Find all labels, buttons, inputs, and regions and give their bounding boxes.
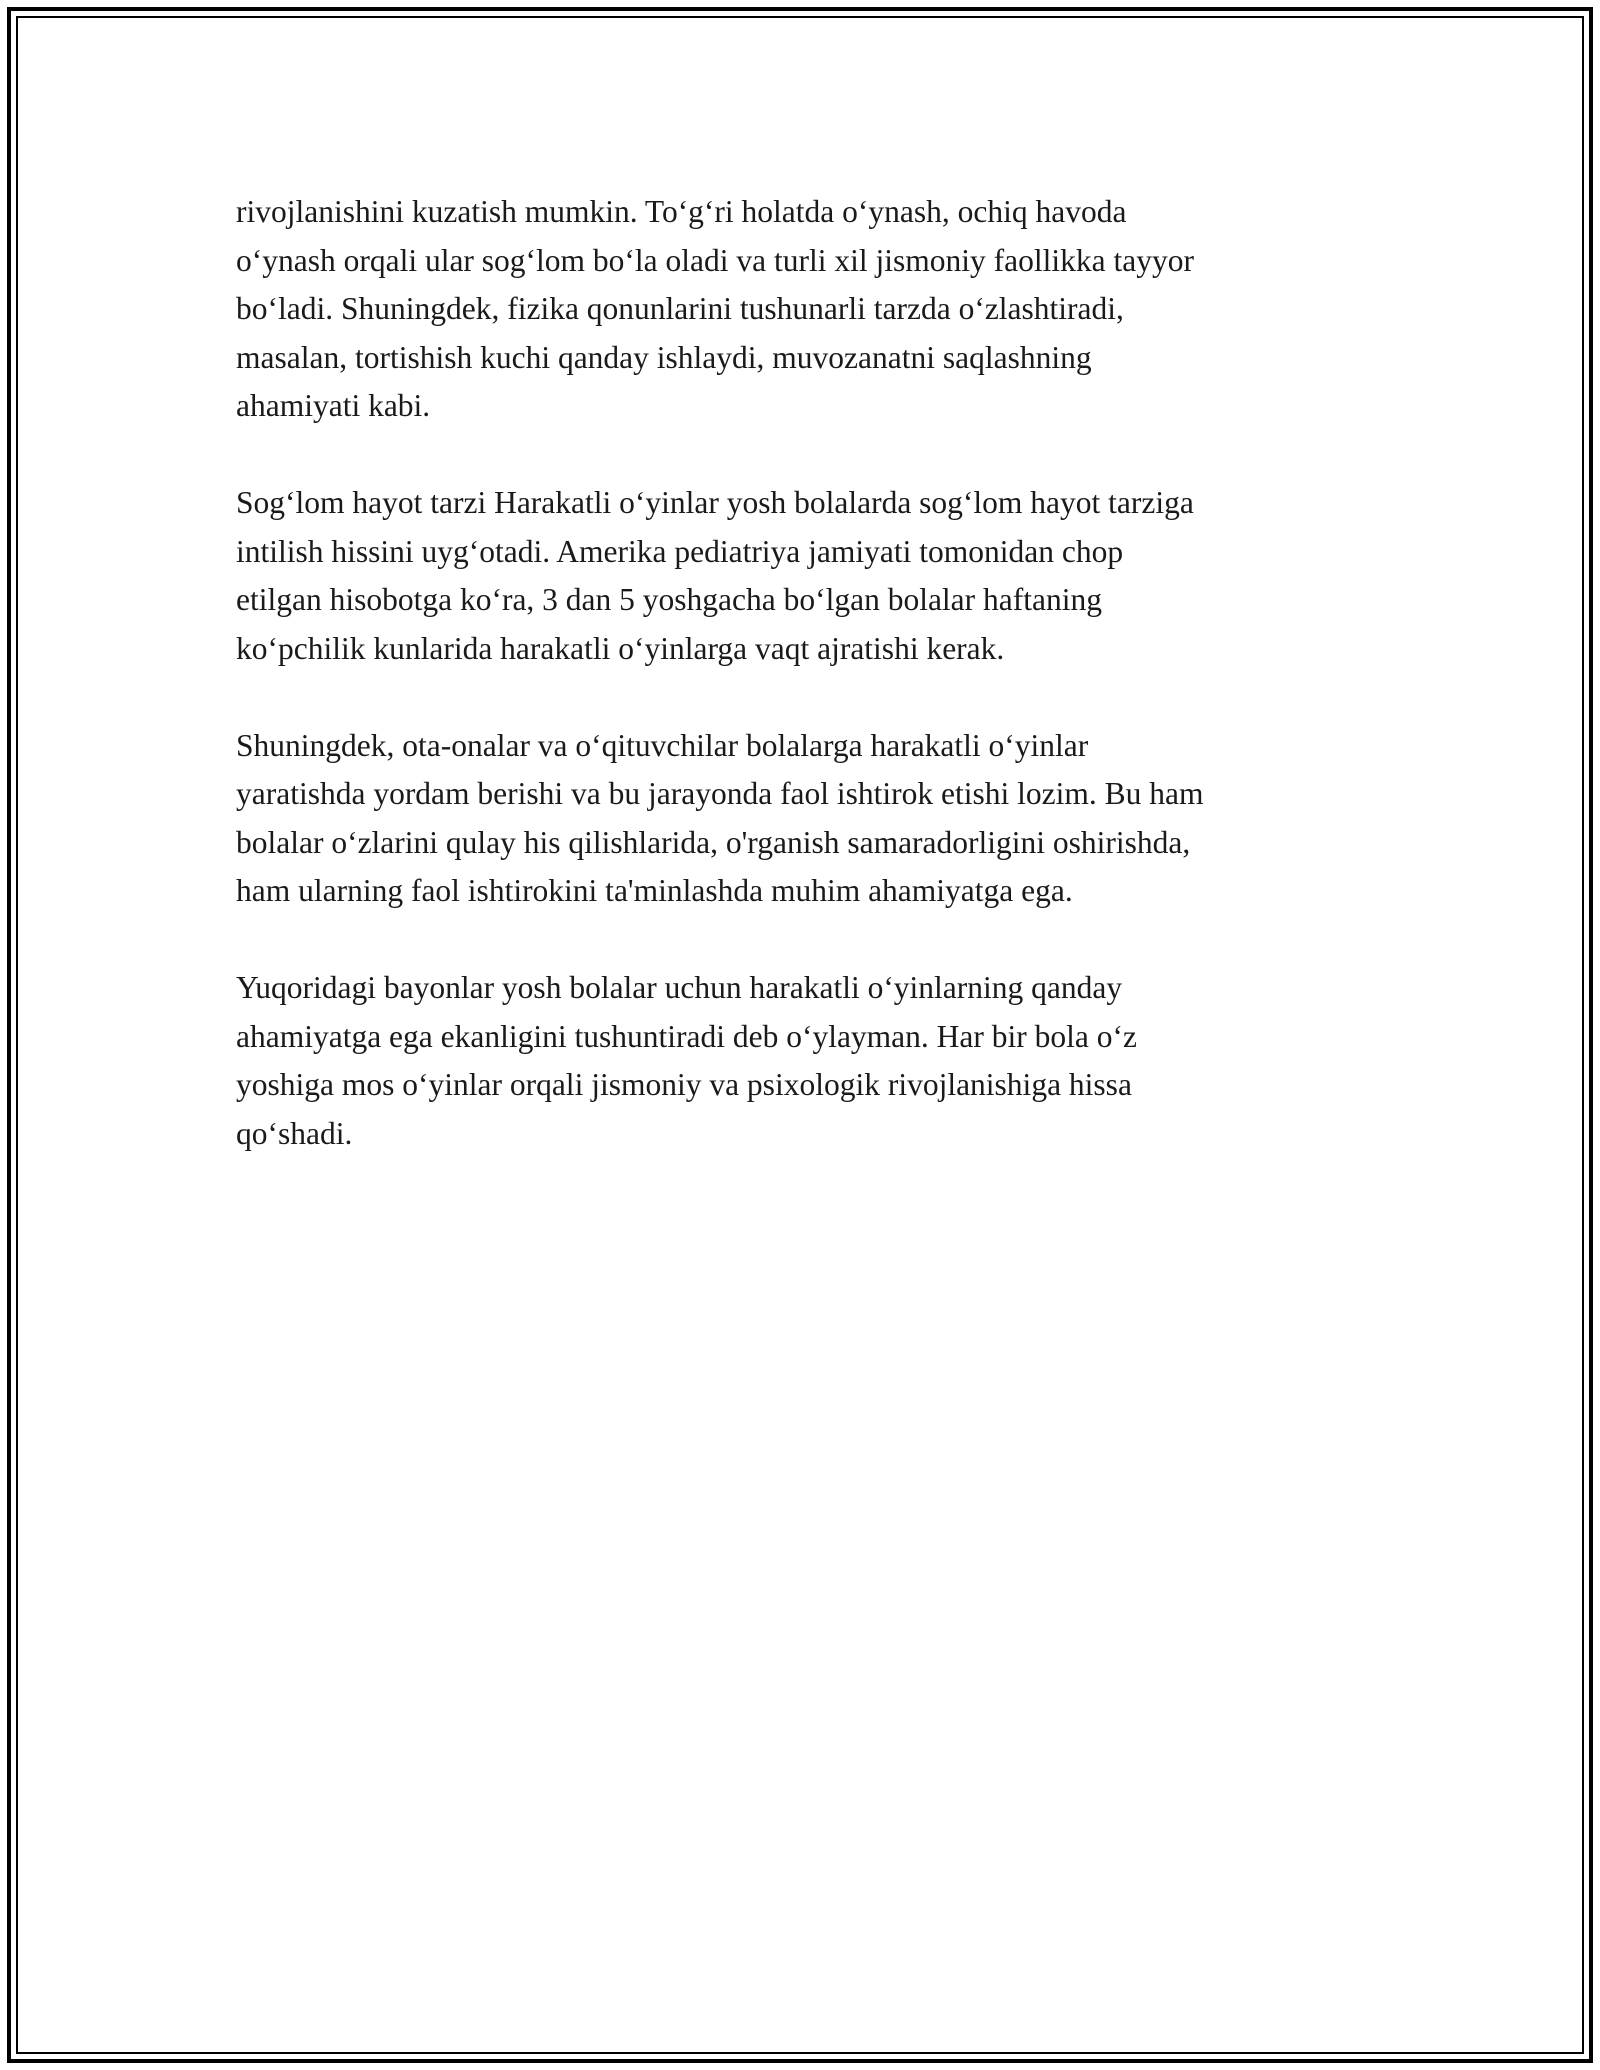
text-line: ko‘pchilik kunlarida harakatli o‘yinlarga vaqt ajratishi kerak. — [236, 630, 1005, 666]
text-line: masalan, tortishish kuchi qanday ishlaydi, muvozanatni saqlashning — [236, 339, 1092, 375]
text-line: ahamiyati kabi. — [236, 388, 431, 423]
text-line: bolalar o‘zlarini qulay his qilishlarida, o'rganish samaradorligini oshirishda, — [236, 824, 1191, 860]
text-line: Shuningdek, ota-onalar va o‘qituvchilar bolalarga harakatli o‘yinlar — [236, 727, 1089, 763]
text-line: intilish hissini uyg‘otadi. Amerika pediatriya jamiyati tomonidan chop — [236, 533, 1124, 569]
paragraph-2 — [236, 479, 1416, 673]
paragraph-1 — [236, 188, 1416, 431]
text-line: o‘ynash orqali ular sog‘lom bo‘la oladi va turli xil jismoniy faollikka tayyor — [236, 242, 1194, 278]
text-line: Yuqoridagi bayonlar yosh bolalar uchun harakatli o‘yinlarning qanday — [236, 970, 1123, 1005]
text-line: rivojlanishini kuzatish mumkin. To‘g‘ri holatda o‘ynash, ochiq havoda — [236, 194, 1127, 229]
document-body — [236, 188, 1416, 1207]
text-line: Sog‘lom hayot tarzi Harakatli o‘yinlar yosh bolalarda sog‘lom hayot tarziga — [236, 485, 1194, 520]
text-line: etilgan hisobotga ko‘ra, 3 dan 5 yoshgacha bo‘lgan bolalar haftaning — [236, 582, 1102, 617]
paragraph-4 — [236, 964, 1416, 1158]
text-line: qo‘shadi. — [236, 1115, 353, 1151]
text-line: ahamiyatga ega ekanligini tushuntiradi deb o‘ylayman. Har bir bola o‘z — [236, 1018, 1137, 1054]
paragraph-3 — [236, 722, 1416, 916]
text-line: bo‘ladi. Shuningdek, fizika qonunlarini tushunarli tarzda o‘zlashtiradi, — [236, 291, 1124, 326]
text-line: yaratishda yordam berishi va bu jarayonda faol ishtirok etishi lozim. Bu ham — [236, 776, 1204, 811]
text-line: ham ularning faol ishtirokini ta'minlashda muhim ahamiyatga ega. — [236, 873, 1073, 908]
text-line: yoshiga mos o‘yinlar orqali jismoniy va psixologik rivojlanishiga hissa — [236, 1067, 1132, 1102]
